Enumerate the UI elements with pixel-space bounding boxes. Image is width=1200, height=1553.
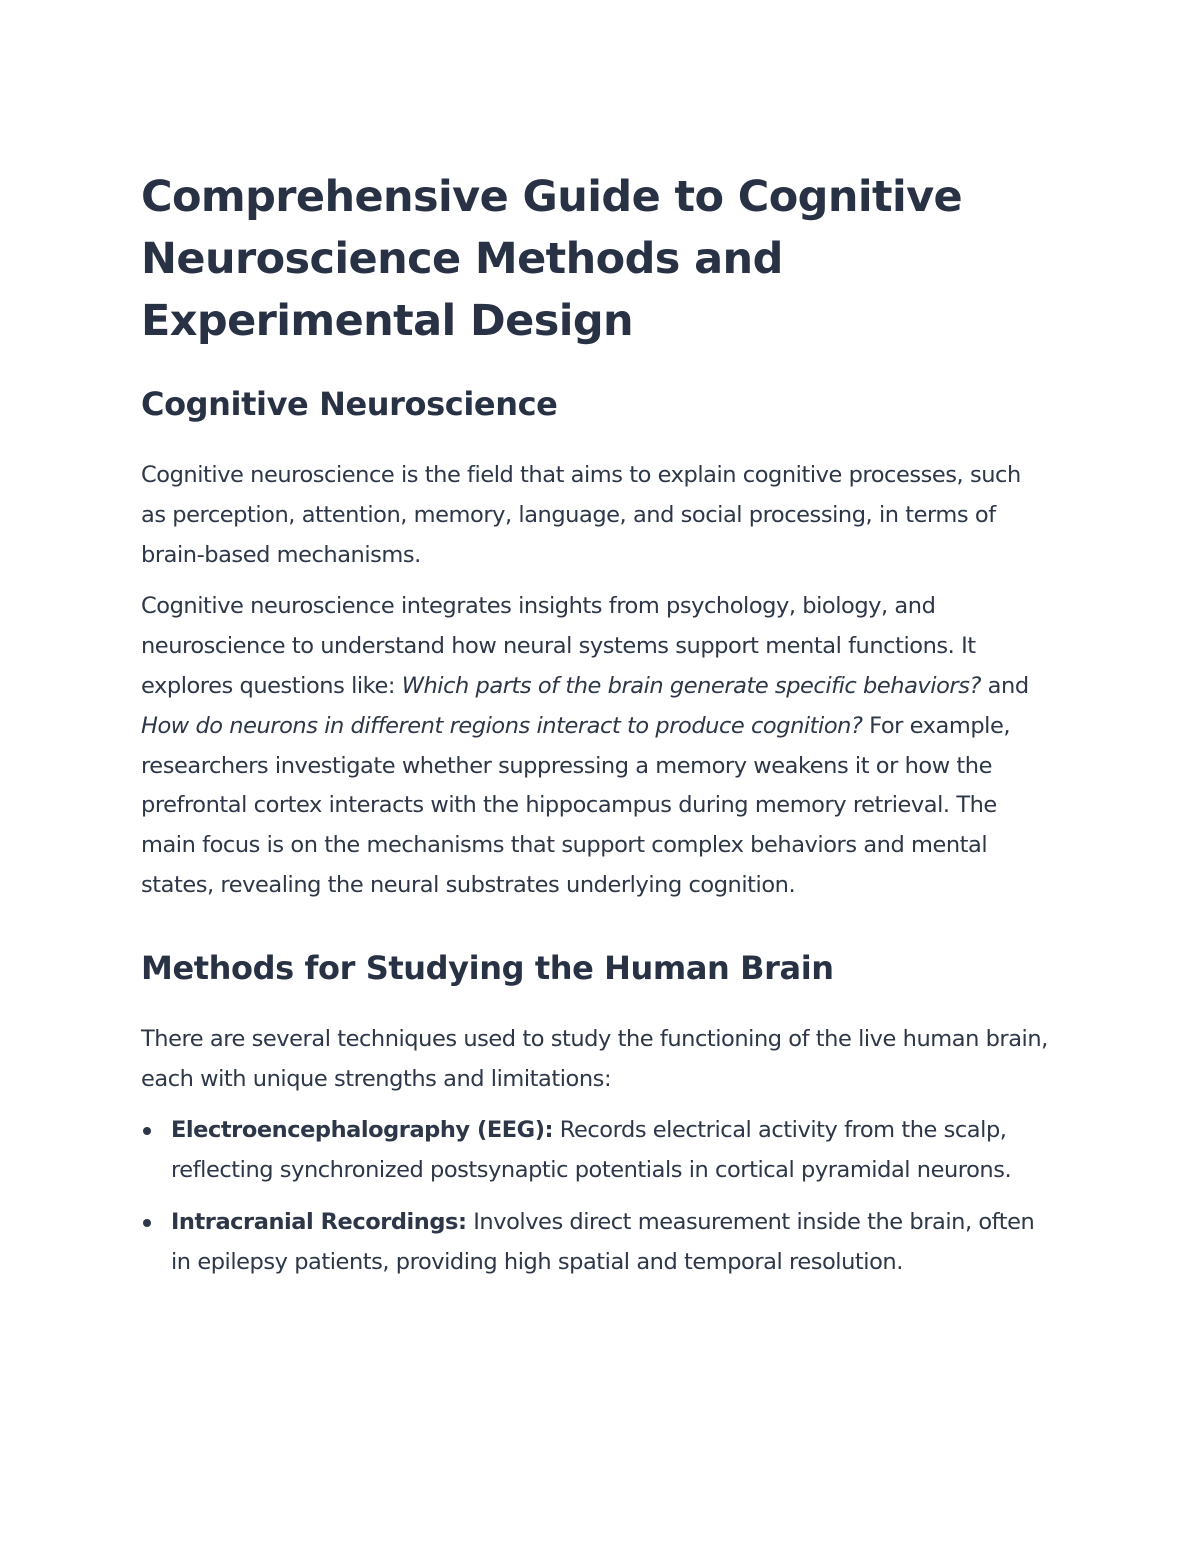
paragraph-methods-intro: There are several techniques used to study the functioning of the live human brain, each with unique strengths and limitations:: [141, 1025, 1048, 1092]
section-heading-cognitive-neuroscience: Cognitive Neuroscience: [141, 385, 558, 423]
method-term: Intracranial Recordings:: [171, 1208, 467, 1235]
paragraph-integration-text-3: For example, researchers investigate whether suppressing a memory weakens it or how the prefrontal cortex interacts with the hippocampus during memory retrieval. The main focus is on the mechanisms that support complex behaviors and mental states, revealing the neural substrates underlying cognition.: [141, 712, 1011, 898]
method-description: Involves direct measurement inside the brain, often in epilepsy patients, providing high spatial and temporal resolution.: [171, 1208, 1035, 1275]
document-title: Comprehensive Guide to Cognitive Neuroscience Methods and Experimental Design: [141, 172, 963, 346]
bullet-icon: [143, 1127, 151, 1135]
question-behaviors: Which parts of the brain generate specific behaviors?: [401, 672, 981, 699]
list-item: [141, 1111, 1051, 1191]
paragraph-integration-text-2: and: [980, 672, 1029, 699]
question-neurons: How do neurons in different regions interact to produce cognition?: [141, 712, 863, 739]
document-page: [141, 166, 1051, 1295]
paragraph-integration: [141, 587, 1051, 905]
list-item: [141, 1203, 1051, 1283]
methods-list: [141, 1111, 1051, 1282]
paragraph-integration-text-1: Cognitive neuroscience integrates insights from psychology, biology, and neuroscience to understand how neural systems support mental functions. It explores questions like:: [141, 593, 976, 699]
method-term: Electroencephalography (EEG):: [171, 1117, 554, 1144]
method-description: Records electrical activity from the scalp, reflecting synchronized postsynaptic potentials in cortical pyramidal neurons.: [171, 1117, 1012, 1184]
section-heading-methods: Methods for Studying the Human Brain: [141, 948, 834, 987]
paragraph-definition: Cognitive neuroscience is the field that aims to explain cognitive processes, such as perception, attention, memory, language, and social processing, in terms of brain-based mechanisms.: [141, 462, 1021, 568]
bullet-icon: [143, 1219, 151, 1227]
